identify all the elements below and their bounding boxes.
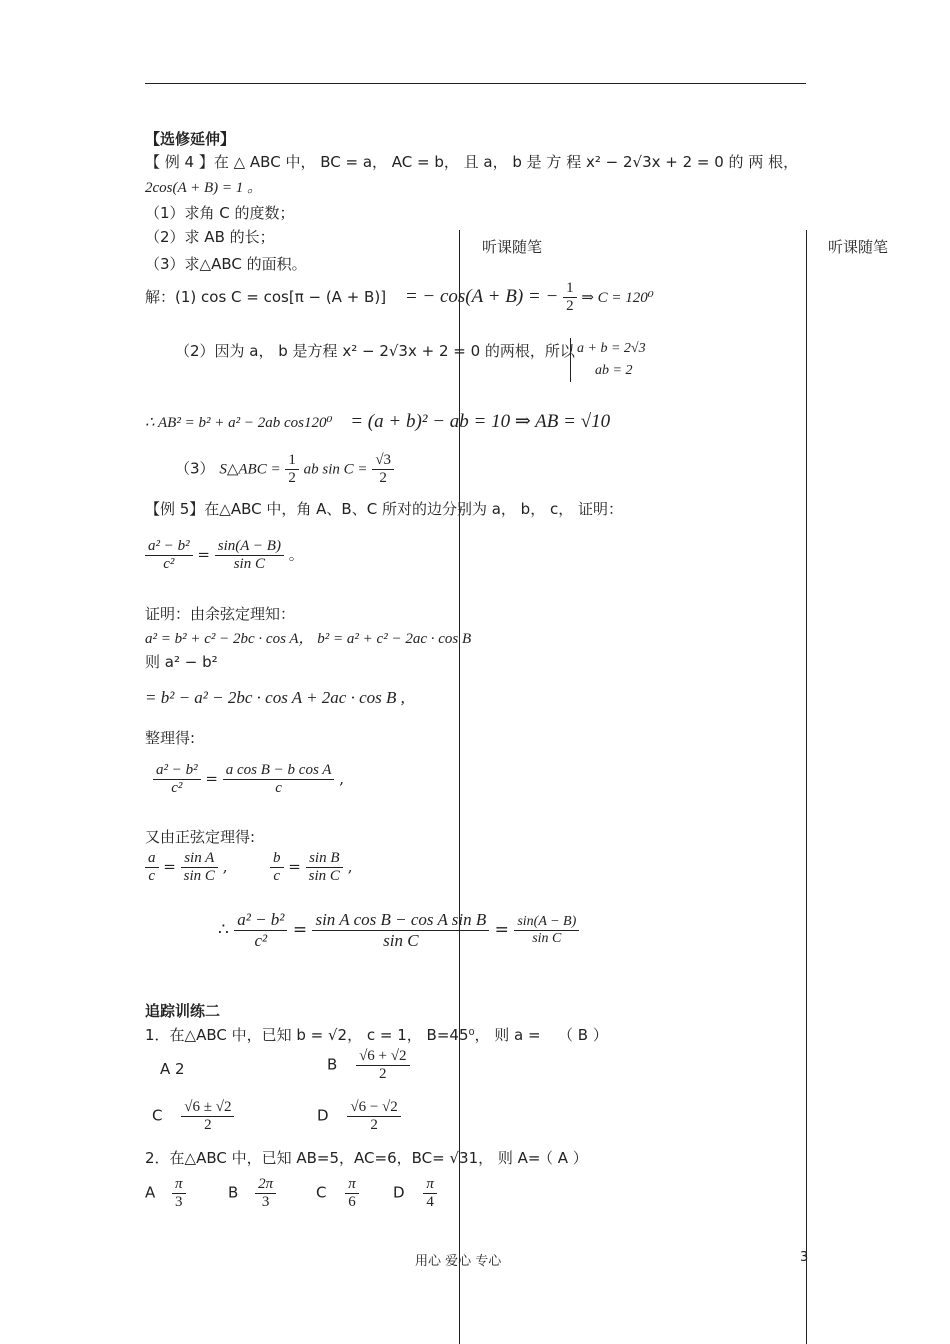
drill-question-1: 1．在△ABC 中，已知 b = √2， c = 1， B=45⁰， 则 a = [145,1026,541,1044]
option-c: C $\frac{\pi}{6}$ [316,1176,359,1211]
question-3: （3）求△ABC 的面积。 [145,255,307,273]
option-b: B $\frac{√6 + √2}{2}$ [327,1048,410,1083]
margin-divider-left [459,230,460,1344]
option-c: C $\frac{√6 \pm √2}{2}$ [152,1099,234,1134]
solution-1 [145,280,654,315]
sine-law-label: 又由正弦定理得: [145,828,256,846]
option-a: A 2 [160,1060,185,1078]
sine-law-formula-2: $\frac{b}{c}$ = $\frac{\text{sin B}}{\text{sin C}}$ , [270,850,352,885]
fraction: $\frac{\pi}{6}$ [345,1176,359,1211]
fraction: $\frac{\text{sin B}}{\text{sin C}}$ [306,850,343,885]
solution-3: （3） S△ABC = $\frac{1}{2}$ ab sin C = $\frac{√3}{2}$ [175,452,394,487]
margin-divider-right [806,230,807,1344]
equation-system: a + b = 2√3 ab = 2 [570,338,646,382]
footer-text: 用心 爱心 专心 [415,1254,502,1269]
fraction: $\frac{√6 - √2}{2}$ [347,1099,400,1134]
final-formula: ∴ $\frac{\text{a² − b²}}{\text{c²}}$ = $\frac{\text{sin A cos B − cos A sin B}}{\text{sin C}}$ = $\frac{\sin(A - B)}{\text{sin C}}$ [218,910,579,951]
answer-1: （ B ） [558,1026,608,1044]
example-4-statement: 【 例 4 】在 △ ABC 中， BC = a， AC = b， 且 a， b 是 方 程 x² − 2√3x + 2 = 0 的 两 根， [145,153,799,171]
option-b: B $\frac{2\pi}{3}$ [228,1176,276,1211]
sine-law-formula-1: $\frac{a}{c}$ = $\frac{\text{sin A}}{\text{sin C}}$ , [145,850,227,885]
fraction: $\frac{\sin(A - B)}{\text{sin C}}$ [514,914,579,947]
cosine-law: a² = b² + c² − 2bc · cos A， b² = a² + c² − 2ac · cos B [145,631,472,647]
option-d: D $\frac{√6 - √2}{2}$ [317,1099,401,1134]
fraction: $\frac{√3}{2}$ [372,452,394,487]
solution-2-intro: （2）因为 a， b 是方程 x² − 2√3x + 2 = 0 的两根，所以 [175,342,575,360]
fraction: $\frac{1}{2}$ [285,452,299,487]
side-note-label: 听课随笔 [828,238,889,256]
fraction: $\frac{\pi}{3}$ [172,1176,186,1211]
fraction: $\frac{\sin(A - B)}{\text{sin C}}$ [215,538,284,573]
fraction: $\frac{\text{a² − b²}}{\text{c²}}$ [153,762,201,797]
solution-1-right: = − cos(A + B) = − [404,286,559,307]
fraction: $\frac{√6 \pm √2}{2}$ [181,1099,234,1134]
example-5-claim: $\frac{\text{a² − b²}}{\text{c²}}$ = $\frac{\sin(A - B)}{\text{sin C}}$ 。 [145,538,304,573]
fraction: $\frac{2\pi}{3}$ [255,1176,276,1211]
fraction: $\frac{b}{c}$ [270,850,284,885]
side-note-label: 听课随笔 [482,238,543,256]
fraction: $\frac{\pi}{4}$ [423,1176,437,1211]
proof-then: 则 a² − b² [145,653,218,671]
fraction: $\frac{\text{a² − b²}}{\text{c²}}$ [234,910,287,951]
question-1: （1）求角 C 的度数； [145,204,295,222]
arrange-label: 整理得: [145,729,196,747]
fraction: $\frac{\text{a cos B − b cos A}}{c}$ [223,762,335,797]
option-d: D $\frac{\pi}{4}$ [393,1176,437,1211]
fraction: $\frac{\text{a² − b²}}{\text{c²}}$ [145,538,193,573]
fraction: $\frac{\text{sin A cos B − cos A sin B}}{\text{sin C}}$ [312,910,489,951]
example-4-condition: 2cos(A + B) = 1 。 [145,180,263,196]
header-rule [145,83,806,84]
proof-intro: 证明：由余弦定理知： [145,605,296,623]
fraction: $\frac{\text{sin A}}{\text{sin C}}$ [181,850,218,885]
solution-1-left: 解：(1) cos C = cos[π − (A + B)] [145,288,387,306]
example-5-statement: 【例 5】在△ABC 中，角 A、B、C 所对的边分别为 a， b， c， 证明： [145,500,623,518]
section-title: 【选修延伸】 [145,130,236,148]
fraction: $\frac{a}{c}$ [145,850,159,885]
answer-2: （ A ） [538,1149,588,1167]
fraction: $\frac{1}{2}$ [563,280,577,315]
drill-title: 追踪训练二 [145,1002,221,1020]
arranged-formula: $\frac{\text{a² − b²}}{\text{c²}}$ = $\frac{\text{a cos B − b cos A}}{c}$ , [153,762,344,797]
page-number: 3 [800,1250,809,1265]
drill-question-2: 2．在△ABC 中，已知 AB=5，AC=6，BC= √31， 则 A= [145,1149,541,1167]
solution-1-end: ⇒ C = 120⁰ [581,290,654,306]
question-2: （2）求 AB 的长； [145,228,275,246]
option-a: A $\frac{\pi}{3}$ [145,1176,186,1211]
solution-2-derivation: ∴ AB² = b² + a² − 2ab cos120⁰ = (a + b)² − ab = 10 ⇒ AB = √10 [145,411,611,432]
fraction: $\frac{√6 + √2}{2}$ [356,1048,409,1083]
proof-expansion: = b² − a² − 2bc · cos A + 2ac · cos B , [145,688,405,707]
